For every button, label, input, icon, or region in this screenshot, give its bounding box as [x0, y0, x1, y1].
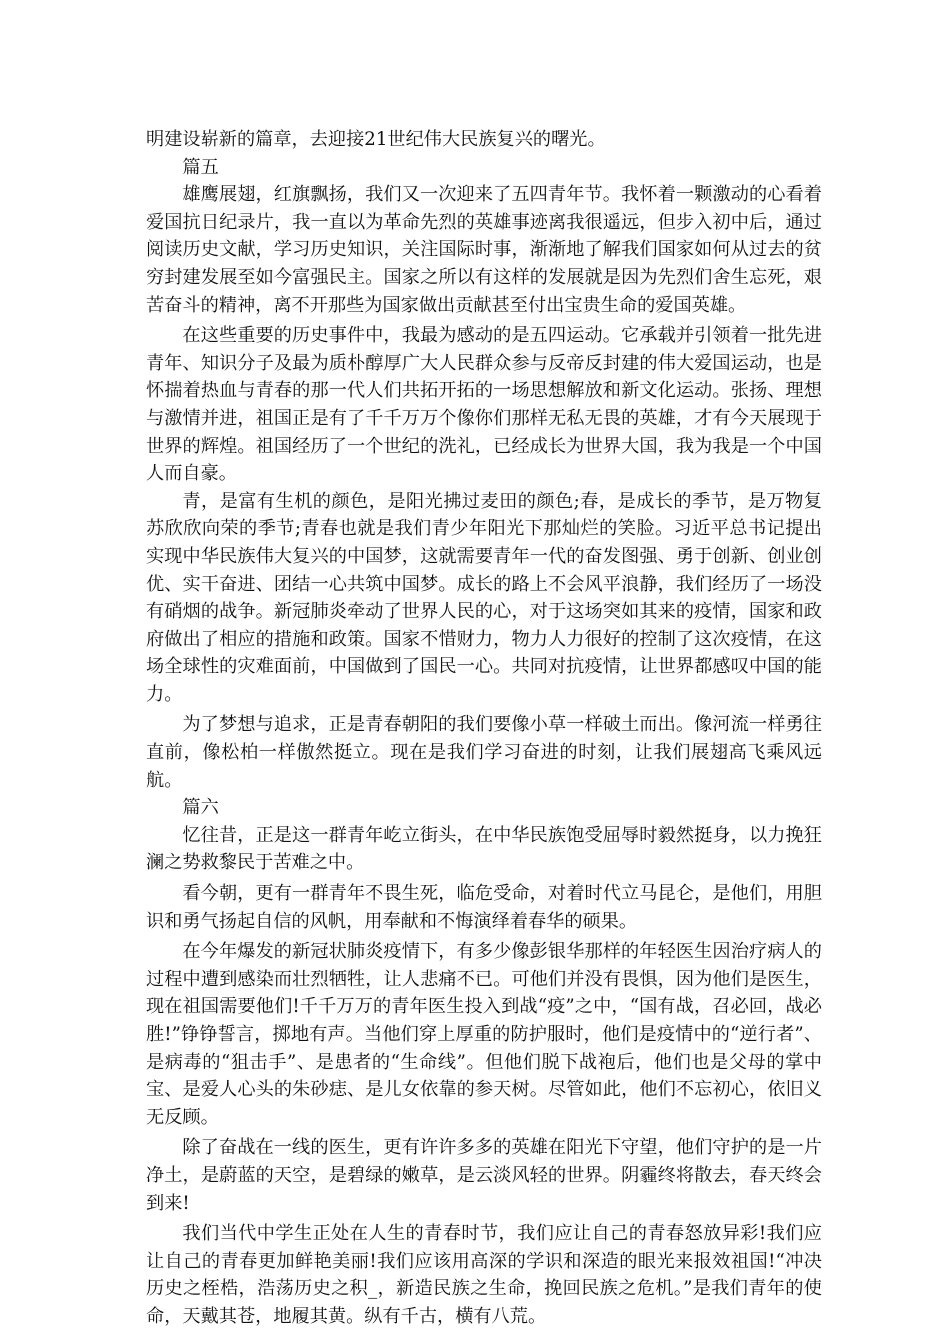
paragraph: 在这些重要的历史事件中，我最为感动的是五四运动。它承载并引领着一批先进青年、知识分子及最为质朴醇厚广大人民群众参与反帝反封建的伟大爱国运动，也是怀揣着热血与青春的那一代人们共拓开拓的一场思想解放和新文化运动。张扬、理想与激情并进，祖国正是有了千千万万个像你们那样无私无畏的英雄，才有今天展现于世界的辉煌。祖国经历了一个世纪的洗礼，已经成长为世界大国，我为我是一个中国人而自豪。	[146, 325, 822, 485]
paragraph: 除了奋战在一线的医生，更有许许多多的英雄在阳光下守望，他们守护的是一片净土，是蔚蓝的天空，是碧绿的嫩草，是云淡风轻的世界。阴霾终将散去，春天终会到来!	[146, 1137, 822, 1214]
paragraph: 雄鹰展翅，红旗飘扬，我们又一次迎来了五四青年节。我怀着一颗激动的心看着爱国抗日纪录片，我一直以为革命先烈的英雄事迹离我很遥远，但步入初中后，通过阅读历史文献，学习历史知识，关注国际时事，渐渐地了解我们国家如何从过去的贫穷封建发展至如今富强民主。国家之所以有这样的发展就是因为先烈们舍生忘死，艰苦奋斗的精神，离不开那些为国家做出贡献甚至付出宝贵生命的爱国英雄。	[146, 184, 822, 316]
section-heading-5: 篇五	[182, 156, 219, 178]
paragraph: 为了梦想与追求，正是青春朝阳的我们要像小草一样破土而出。像河流一样勇往直前，像松柏一样傲然挺立。现在是我们学习奋进的时刻，让我们展翅高飞乘风远航。	[146, 714, 822, 791]
section-heading-6: 篇六	[182, 797, 219, 819]
document-page	[146, 126, 822, 1331]
paragraph-continuation: 明建设崭新的篇章，去迎接21世纪伟大民族复兴的曙光。	[146, 129, 606, 150]
paragraph: 在今年爆发的新冠状肺炎疫情下，有多少像彭银华那样的年轻医生因治疗病人的过程中遭到感染而壮烈牺牲，让人悲痛不已。可他们并没有畏惧，因为他们是医生，现在祖国需要他们!千千万万的青年医生投入到战“疫”之中，“国有战，召必回，战必胜!”铮铮誓言，掷地有声。当他们穿上厚重的防护服时，他们是疫情中的“逆行者”、是病毒的“狙击手”、是患者的“生命线”。但他们脱下战袍后，他们也是父母的掌中宝、是爱人心头的朱砂痣、是儿女依靠的参天树。尽管如此，他们不忘初心，依旧义无反顾。	[146, 941, 822, 1128]
paragraph: 忆往昔，正是这一群青年屹立街头，在中华民族饱受屈辱时毅然挺身，以力挽狂澜之势救黎民于苦难之中。	[146, 824, 822, 874]
paragraph: 看今朝，更有一群青年不畏生死，临危受命，对着时代立马昆仑，是他们，用胆识和勇气扬起自信的风帆，用奉献和不悔演绎着春华的硕果。	[146, 883, 822, 932]
paragraph: 我们当代中学生正处在人生的青春时节，我们应让自己的青春怒放异彩!我们应让自己的青春更加鲜艳美丽!我们应该用高深的学识和深造的眼光来报效祖国!“冲决历史之桎梏，浩荡历史之积_，新造民族之生命，挽回民族之危机。”是我们青年的使命，天戴其苍，地履其黄。纵有千古，横有八荒。	[146, 1223, 822, 1327]
paragraph: 青，是富有生机的颜色，是阳光拂过麦田的颜色;春，是成长的季节，是万物复苏欣欣向荣的季节;青春也就是我们青少年阳光下那灿烂的笑脸。习近平总书记提出实现中华民族伟大复兴的中国梦，这就需要青年一代的奋发图强、勇于创新、创业创优、实干奋进、团结一心共筑中国梦。成长的路上不会风平浪静，我们经历了一场没有硝烟的战争。新冠肺炎牵动了世界人民的心，对于这场突如其来的疫情，国家和政府做出了相应的措施和政策。国家不惜财力，物力人力很好的控制了这次疫情，在这场全球性的灾难面前，中国做到了国民一心。共同对抗疫情，让世界都感叹中国的能力。	[146, 490, 822, 705]
